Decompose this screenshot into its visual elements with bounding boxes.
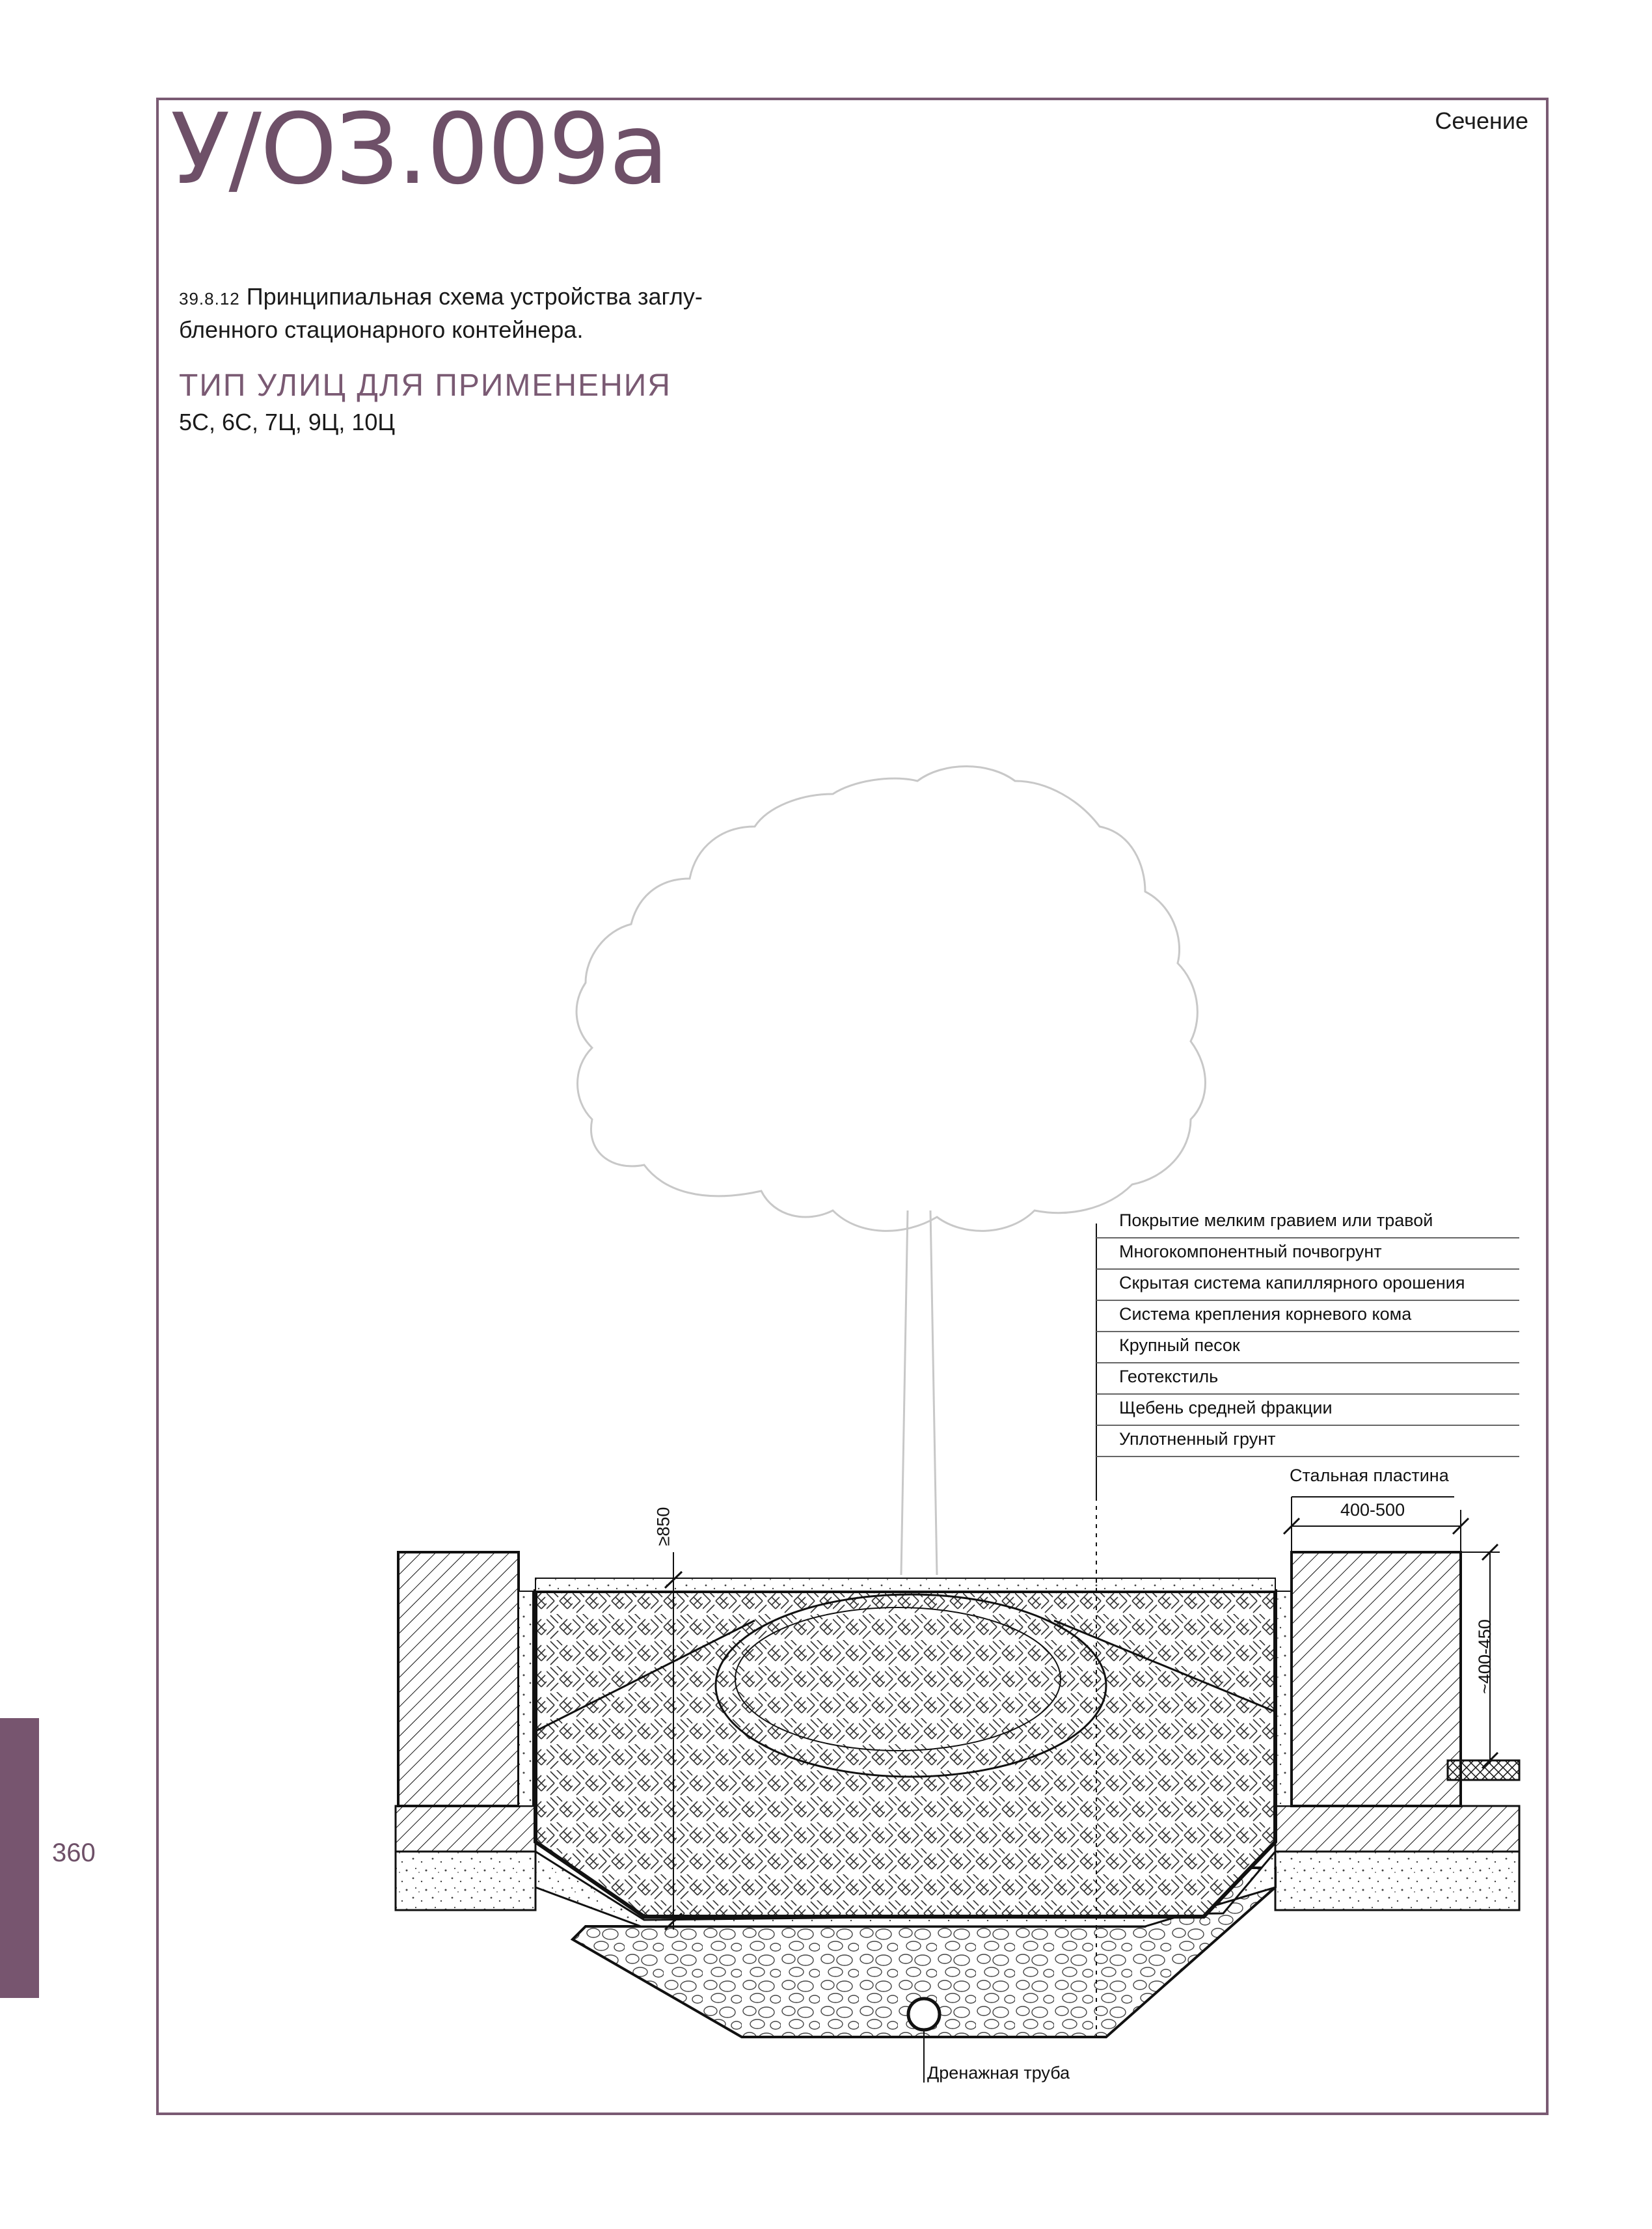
root-ball — [716, 1594, 1106, 1777]
drain-pipe-label: Дренажная труба — [927, 2063, 1070, 2083]
depth-dimension-label: ≥850 — [653, 1507, 673, 1546]
right-steel-plate — [1277, 1591, 1291, 1806]
street-type-heading: ТИП УЛИЦ ДЛЯ ПРИМЕНЕНИЯ — [179, 368, 671, 403]
left-steel-plate — [519, 1591, 533, 1806]
paving-strip — [1448, 1760, 1519, 1780]
legend-item: Многокомпонентный почвогрунт — [1119, 1242, 1382, 1261]
width-dimension-label: 400-500 — [1340, 1500, 1405, 1520]
caption-line-2: бленного стационарного контейнера. — [179, 316, 584, 343]
sand-layer-left — [396, 1852, 535, 1910]
legend-item: Крупный песок — [1119, 1335, 1240, 1355]
page-number: 360 — [52, 1839, 96, 1867]
legend-item: Скрытая система капиллярного орошения — [1119, 1273, 1465, 1292]
page-code-title: У/ОЗ.009а — [170, 93, 668, 206]
caption-line-1: Принципиальная схема устройства заглу- — [246, 283, 703, 310]
right-curb-block — [1292, 1552, 1461, 1806]
top-cover-layer — [535, 1578, 1275, 1591]
tree-crown-outline — [576, 767, 1205, 1231]
legend-item: Геотекстиль — [1119, 1367, 1219, 1386]
tree-trunk — [901, 1210, 937, 1575]
drain-pipe — [908, 1999, 940, 2030]
caption-number: 39.8.12 — [179, 289, 240, 308]
legend-item: Щебень средней фракции — [1119, 1398, 1333, 1417]
legend-item: Уплотненный грунт — [1119, 1429, 1276, 1449]
legend-item: Покрытие мелким гравием или травой — [1119, 1210, 1433, 1230]
steel-plate-label: Стальная пластина — [1290, 1466, 1449, 1485]
left-curb-block — [398, 1552, 519, 1806]
street-type-list: 5С, 6С, 7Ц, 9Ц, 10Ц — [179, 409, 396, 435]
section-label: Сечение — [1435, 107, 1528, 134]
base-layer-left — [396, 1806, 535, 1852]
legend-item: Система крепления корневого кома — [1119, 1304, 1412, 1324]
base-layer-right — [1275, 1806, 1519, 1852]
sand-layer-right — [1275, 1852, 1519, 1910]
height-dimension-label: ~400-450 — [1474, 1619, 1495, 1694]
